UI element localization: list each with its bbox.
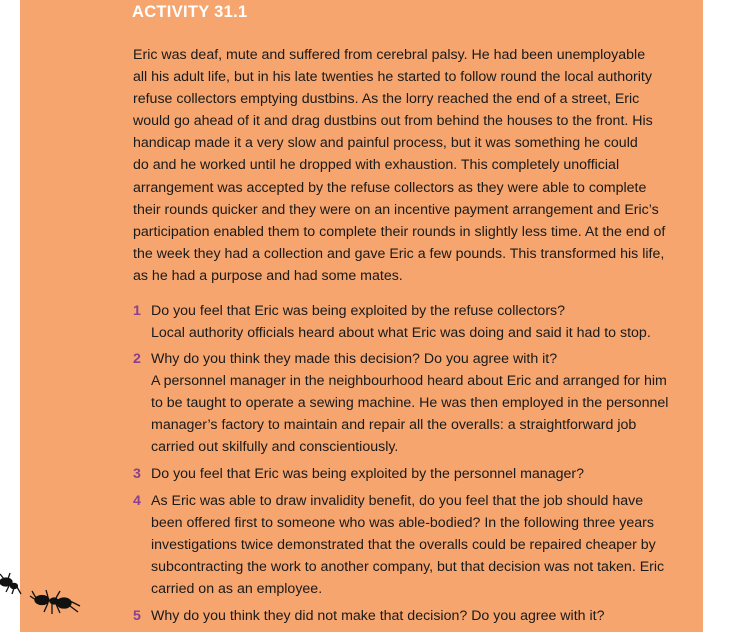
question-line: A personnel manager in the neighbourhood heard about Eric and arranged for him <box>151 373 667 390</box>
question-line: carried out skilfully and conscientiously. <box>151 439 399 456</box>
ant-icon <box>30 590 80 614</box>
question-line: Do you feel that Eric was being exploited by the personnel manager? <box>151 466 584 482</box>
paragraph-line: do and he worked until he dropped with exhaustion. This completely unofficial <box>133 157 620 174</box>
activity-title: ACTIVITY 31.1 <box>132 3 248 21</box>
paragraph-line: participation enabled them to complete their rounds in slightly less time. At the end of <box>133 223 666 240</box>
question-number: 4 <box>133 493 141 509</box>
question-line: subcontracting the work to another company, but that decision was not taken. Eric <box>151 559 665 576</box>
question-line: manager’s factory to maintain and repair all the overalls: a straightforward job <box>151 417 637 434</box>
paragraph-line: arrangement was accepted by the refuse collectors as they were able to complete <box>133 179 647 196</box>
question-number: 5 <box>133 608 141 624</box>
paragraph-line: as he had a purpose and had some mates. <box>133 267 403 284</box>
question-line: Why do you think they did not make that decision? Do you agree with it? <box>151 608 605 624</box>
question-line: been offered first to someone who was able-bodied? In the following three years <box>151 515 654 532</box>
ant-illustration <box>0 568 95 628</box>
question-line: to be taught to operate a sewing machine. He was then employed in the personnel <box>151 395 669 412</box>
paragraph-line: the week they had a collection and gave Eric a few pounds. This transformed his life, <box>133 245 665 262</box>
case-study-paragraph <box>133 44 678 287</box>
question-line: Do you feel that Eric was being exploited by the refuse collectors? <box>151 303 566 319</box>
ant-icon <box>0 573 21 594</box>
paragraph-line: Eric was deaf, mute and suffered from cerebral palsy. He had been unemployable <box>133 47 646 63</box>
paragraph-line: would go ahead of it and drag dustbins out from behind the houses to the front. His <box>133 113 653 130</box>
paragraph-line: their rounds quicker and they were on an incentive payment arrangement and Eric’s <box>133 201 659 218</box>
question-line: Local authority officials heard about what Eric was doing and said it had to stop. <box>151 325 651 342</box>
paragraph-line: refuse collectors emptying dustbins. As the lorry reached the end of a street, Eric <box>133 91 640 108</box>
question-line: Why do you think they made this decision? Do you agree with it? <box>151 351 558 367</box>
question-number: 2 <box>133 351 141 367</box>
question-line: investigations twice demonstrated that the overalls could be repaired cheaper by <box>151 537 656 554</box>
question-line: As Eric was able to draw invalidity benefit, do you feel that the job should have <box>151 493 644 509</box>
paragraph-line: handicap made it a very slow and painful process, but it was something he could <box>133 135 638 152</box>
question-number: 3 <box>133 466 141 482</box>
paragraph-line: all his adult life, but in his late twenties he started to follow round the local authority <box>133 69 652 86</box>
question-number: 1 <box>133 303 141 319</box>
question-line: carried on as an employee. <box>151 581 323 598</box>
